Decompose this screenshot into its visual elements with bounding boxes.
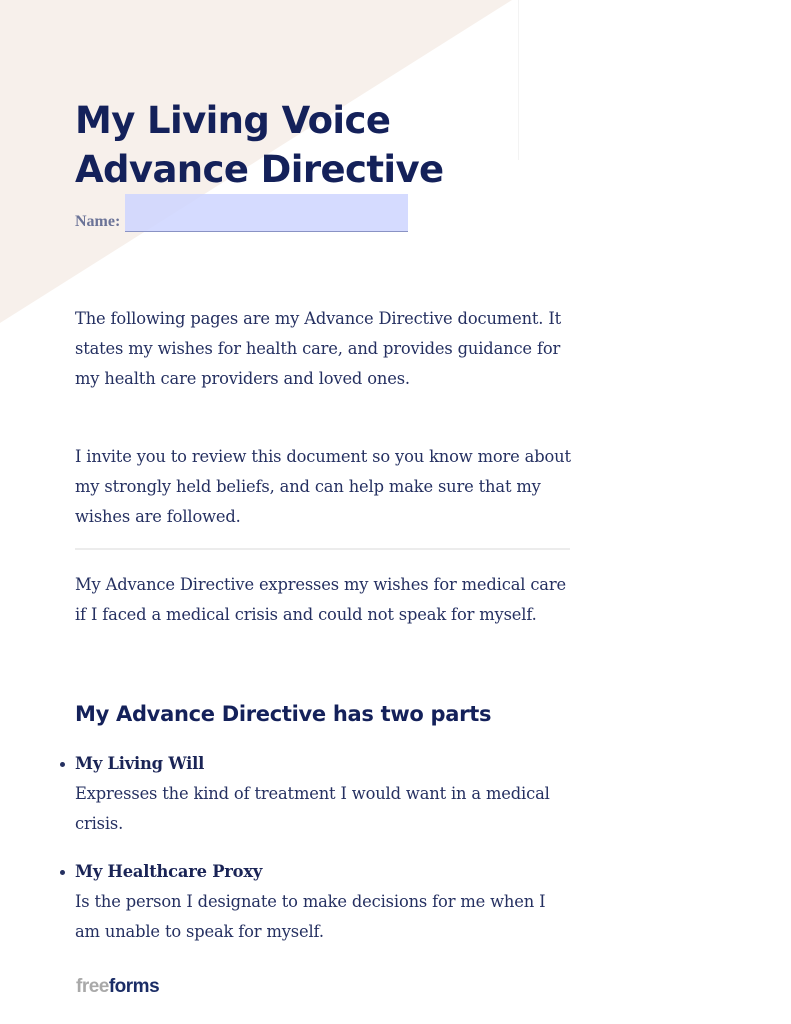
list-item-healthcare-proxy <box>75 857 575 947</box>
page-title <box>75 96 444 194</box>
parts-list <box>75 749 575 839</box>
item-title: My Living Will <box>75 754 205 773</box>
parts-list-2 <box>75 857 575 947</box>
item-description: Is the person I designate to make decisions for me when I am unable to speak for myself. <box>75 892 546 941</box>
summary-paragraph: My Advance Directive expresses my wishes for medical care if I faced a medical crisis and could not speak for myself. <box>75 575 566 624</box>
bullet-icon <box>60 870 65 875</box>
freeforms-logo <box>76 976 159 998</box>
list-item-living-will <box>75 749 575 839</box>
title-line-2: Advance Directive <box>75 148 444 191</box>
logo-text-forms: forms <box>108 976 160 997</box>
decorative-divider-line <box>518 0 519 160</box>
section-divider <box>75 548 570 550</box>
name-input[interactable] <box>125 194 408 232</box>
section-heading: My Advance Directive has two parts <box>75 702 492 726</box>
item-description: Expresses the kind of treatment I would want in a medical crisis. <box>75 784 550 833</box>
item-title: My Healthcare Proxy <box>75 862 263 881</box>
logo-text-free: free <box>76 976 109 997</box>
intro-paragraph-2: I invite you to review this document so you know more about my strongly held beliefs, and can help make sure that my wishes are followed. <box>75 447 571 526</box>
intro-paragraph-1: The following pages are my Advance Directive document. It states my wishes for health care, and provides guidance for my health care providers and loved ones. <box>75 309 562 388</box>
name-label: Name: <box>75 213 121 230</box>
title-line-1: My Living Voice <box>75 99 391 142</box>
name-row <box>75 192 408 232</box>
bullet-icon <box>60 762 65 767</box>
